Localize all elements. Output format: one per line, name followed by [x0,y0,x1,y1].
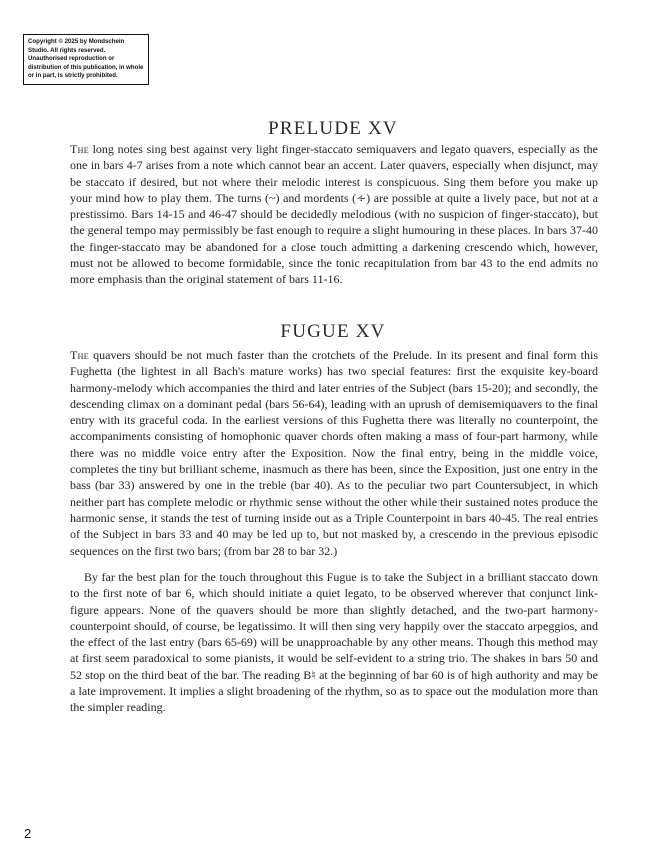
prelude-paragraph [70,141,598,288]
fugue-paragraph-1 [70,347,598,559]
fugue-text: quavers should be not much faster than the crotchets of the Prelude. In its present and final form this Fughetta (the lightest in all Bach's mature works) has two special features: first the exquisite key-board harmony-melody which accompanies the third and later entries of the Subject (bars 15-20); and secondly, the descending climax on a dominant pedal (bars 56-64), leading with an uprush of demisemiquavers to the final entry with its graceful coda. In the earliest versions of this Fughetta there was literally no counterpoint, the accompaniments consisting of homophonic quaver chords often making a mass of four-part harmony, while there was no middle voice entry after the Exposition. Now the final entry, being in the middle voice, completes the tiny but brilliant scheme, inasmuch as there has been, since the Exposition, just one entry in the bass (bar 33) answered by one in the treble (bar 40). As to the peculiar two part Countersubject, in which neither part has complete melodic or rhythmic sense without the other while their sustained notes produce the harmonic sense, it stands the test of turning inside out as a Triple Counterpoint in bars 40-45. The real entries of the Subject in bars 33 and 40 may be led up to, but not masked by, a crescendo in the previous episodic sequences on the first two bars; (from bar 28 to bar 32.) [70,348,598,558]
fugue-lead-word: The [70,348,89,362]
prelude-title: PRELUDE XV [268,118,398,139]
prelude-lead-word: The [70,142,89,156]
fugue-title: FUGUE XV [280,321,386,342]
fugue-paragraph-2: By far the best plan for the touch throughout this Fugue is to take the Subject in a brilliant staccato down to the first note of bar 6, which should initiate a quiet legato, to be observed wherever that conjunct link-figure appears. None of the quavers should be more than slightly detached, and the two-part harmony-counterpoint should, of course, be legatissimo. It will then sing very happily over the staccato arpeggios, and the effect of the last entry (bars 65-69) will be unapproachable by any other means. Though this method may at first seem paradoxical to some pianists, it would be self-evident to a string trio. The shakes in bars 50 and 52 stop on the third beat of the bar. The reading B♮ at the beginning of bar 60 is of high authority and may be a late improvement. It implies a slight broadening of the rhythm, so as to space out the modulation more than the simpler reading. [70,570,598,715]
copyright-notice: Copyright © 2025 by Mondschein Studio. All rights reserved. Unauthorised reproduction or distribution of this publication, in whole or in part, is strictly prohibited. [23,34,149,85]
prelude-text: long notes sing best against very light finger-staccato semiquavers and legato quavers, especially as the one in bars 4-7 arises from a note which cannot bear an accent. Later quavers, especially when disjunct, may be staccato if desired, but not where their melodic interest is conspicuous. Sing them before you make up your mind how to play them. The turns (~) and mordents (∻) are possible at quite a lively pace, but not at a prestissimo. Bars 14-15 and 46-47 should be decidedly melodious (with no suspicion of finger-staccato), but the general tempo may permissibly be fast enough to require a slight humouring in these places. In bars 37-40 the finger-staccato may be abandoned for a close touch admitting a darkening crescendo which, however, must not be allowed to become formidable, since the tonic recapitulation from bar 43 to the end admits no more emphasis than the original statement of bars 11-16. [70,142,598,287]
page-number: 2 [24,826,32,841]
